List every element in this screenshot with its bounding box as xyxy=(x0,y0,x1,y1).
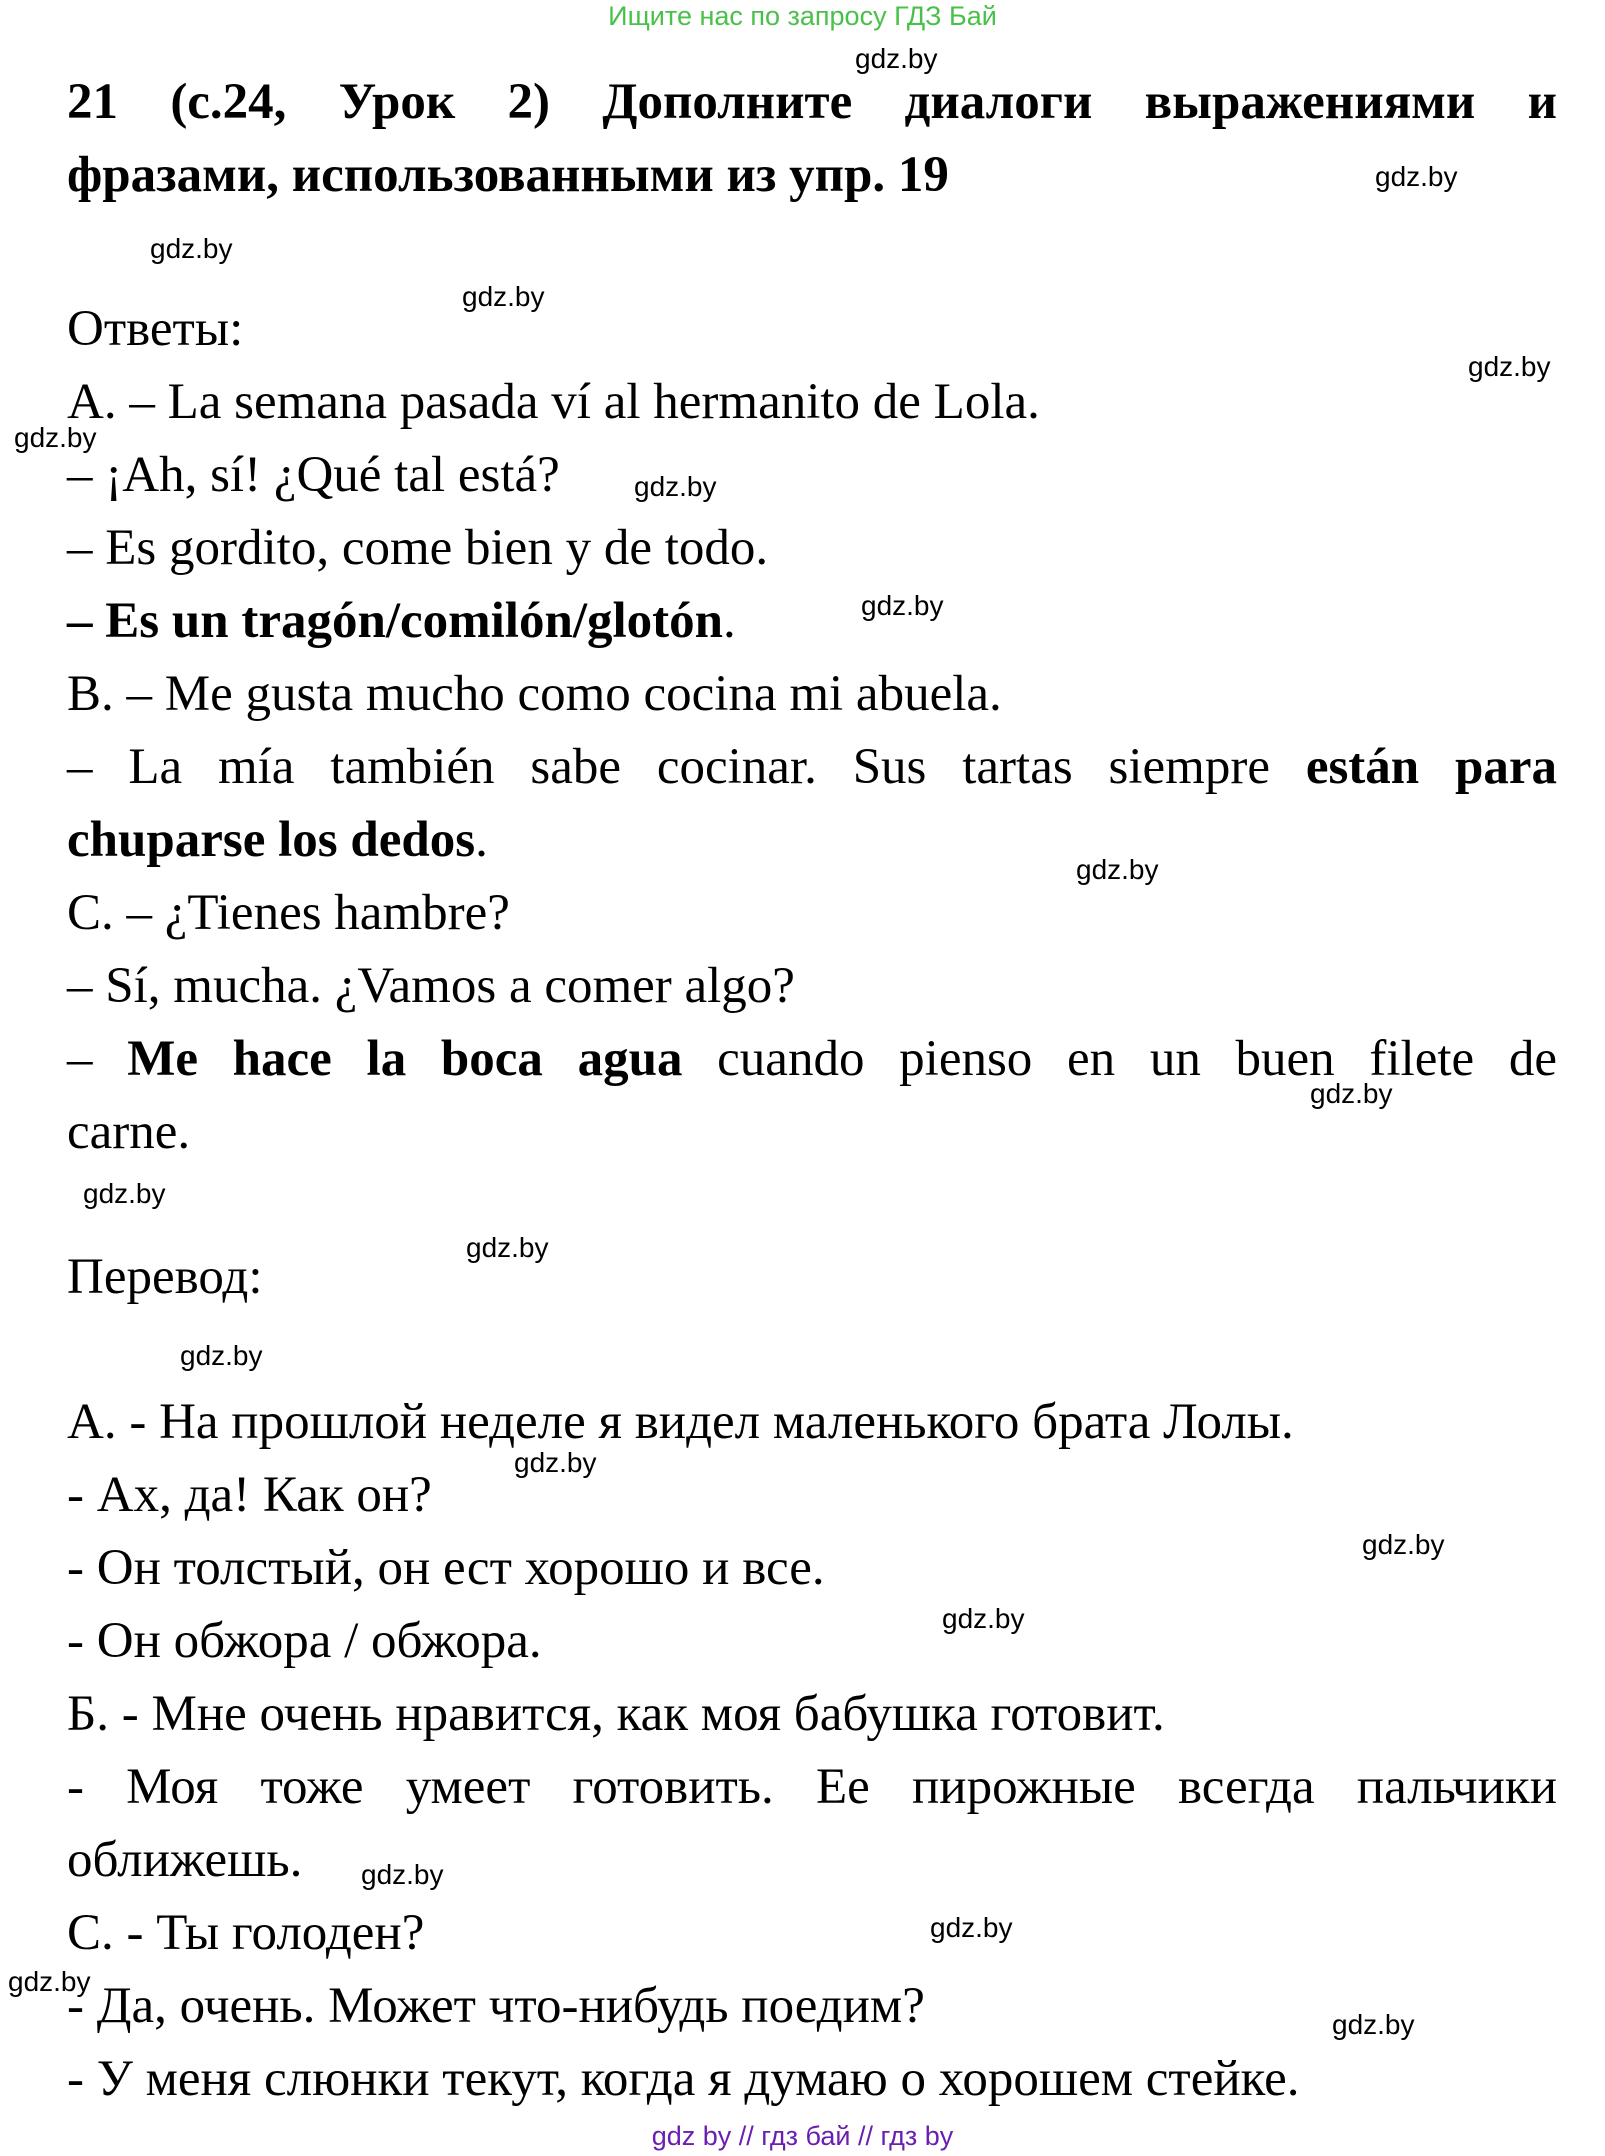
watermark: gdz.by xyxy=(466,1232,549,1263)
watermark: gdz.by xyxy=(855,43,938,74)
highlighted-phrase: están para xyxy=(1305,739,1557,795)
watermark: gdz.by xyxy=(1362,1529,1445,1560)
watermark: gdz.by xyxy=(861,590,944,621)
translation-line: С. - Ты голоден? xyxy=(67,1905,425,1961)
translation-line: оближешь. xyxy=(67,1832,303,1888)
translation-line: - У меня слюнки текут, когда я думаю о хорошем стейке. xyxy=(67,2051,1300,2107)
translation-line: Б. - Мне очень нравится, как моя бабушка готовит. xyxy=(67,1686,1165,1742)
answer-line: – ¡Ah, sí! ¿Qué tal está? xyxy=(67,447,560,503)
answer-text: cuando pienso en un buen filete de xyxy=(717,1031,1557,1087)
translation-line: А. - На прошлой неделе я видел маленького брата Лолы. xyxy=(67,1394,1294,1450)
highlighted-phrase: Me hace la boca agua xyxy=(127,1031,683,1087)
translation-heading: Перевод: xyxy=(67,1249,263,1305)
watermark: gdz.by xyxy=(1076,854,1159,885)
watermark: gdz.by xyxy=(1310,1078,1393,1109)
answer-line xyxy=(67,804,488,877)
watermark: gdz.by xyxy=(930,1912,1013,1943)
period: . xyxy=(475,812,488,868)
watermark: gdz.by xyxy=(1375,161,1458,192)
highlighted-phrase: chuparse los dedos xyxy=(67,812,476,868)
watermark: gdz.by xyxy=(514,1447,597,1478)
dash: – xyxy=(67,593,93,649)
watermark: gdz.by xyxy=(14,422,97,453)
period: . xyxy=(723,593,736,649)
answer-line: B. – Me gusta mucho como cocina mi abuela. xyxy=(67,666,1002,722)
answer-line: carne. xyxy=(67,1104,191,1160)
watermark: gdz.by xyxy=(1332,2009,1415,2040)
search-hint[interactable]: Ищите нас по запросу ГДЗ Бай xyxy=(608,1,997,31)
watermark: gdz.by xyxy=(180,1340,263,1371)
exercise-title-line-2: фразами, использованными из упр. 19 xyxy=(67,147,949,203)
exercise-title-line-1: 21 (с.24, Урок 2) Дополните диалоги выражениями и xyxy=(67,74,1557,130)
highlighted-phrase: Es un tragón/comilón/glotón xyxy=(105,593,724,649)
footer-links[interactable]: gdz by // гдз бай // гдз by xyxy=(651,2121,954,2151)
watermark: gdz.by xyxy=(1468,351,1551,382)
watermark: gdz.by xyxy=(83,1178,166,1209)
watermark: gdz.by xyxy=(8,1966,91,1997)
answer-line: A. – La semana pasada ví al hermanito de Lola. xyxy=(67,374,1040,430)
answer-line xyxy=(67,585,736,658)
answers-heading: Ответы: xyxy=(67,301,244,357)
watermark: gdz.by xyxy=(462,281,545,312)
dash: – xyxy=(67,1031,93,1087)
translation-line: - Он обжора / обжора. xyxy=(67,1613,542,1669)
translation-line: - Моя тоже умеет готовить. Ее пирожные всегда пальчики xyxy=(67,1759,1557,1815)
translation-line: - Он толстый, он ест хорошо и все. xyxy=(67,1540,825,1596)
translation-line: - Да, очень. Может что-нибудь поедим? xyxy=(67,1978,925,2034)
watermark: gdz.by xyxy=(361,1859,444,1890)
watermark: gdz.by xyxy=(634,471,717,502)
answer-line: – Sí, mucha. ¿Vamos a comer algo? xyxy=(67,958,795,1014)
answer-text: – La mía también sabe cocinar. Sus tartas siempre xyxy=(67,739,1270,795)
answer-line: – Es gordito, come bien y de todo. xyxy=(67,520,769,576)
watermark: gdz.by xyxy=(942,1603,1025,1634)
watermark: gdz.by xyxy=(150,233,233,264)
answer-line xyxy=(67,731,1557,804)
translation-line: - Ах, да! Как он? xyxy=(67,1467,432,1523)
answer-line: C. – ¿Tienes hambre? xyxy=(67,885,510,941)
